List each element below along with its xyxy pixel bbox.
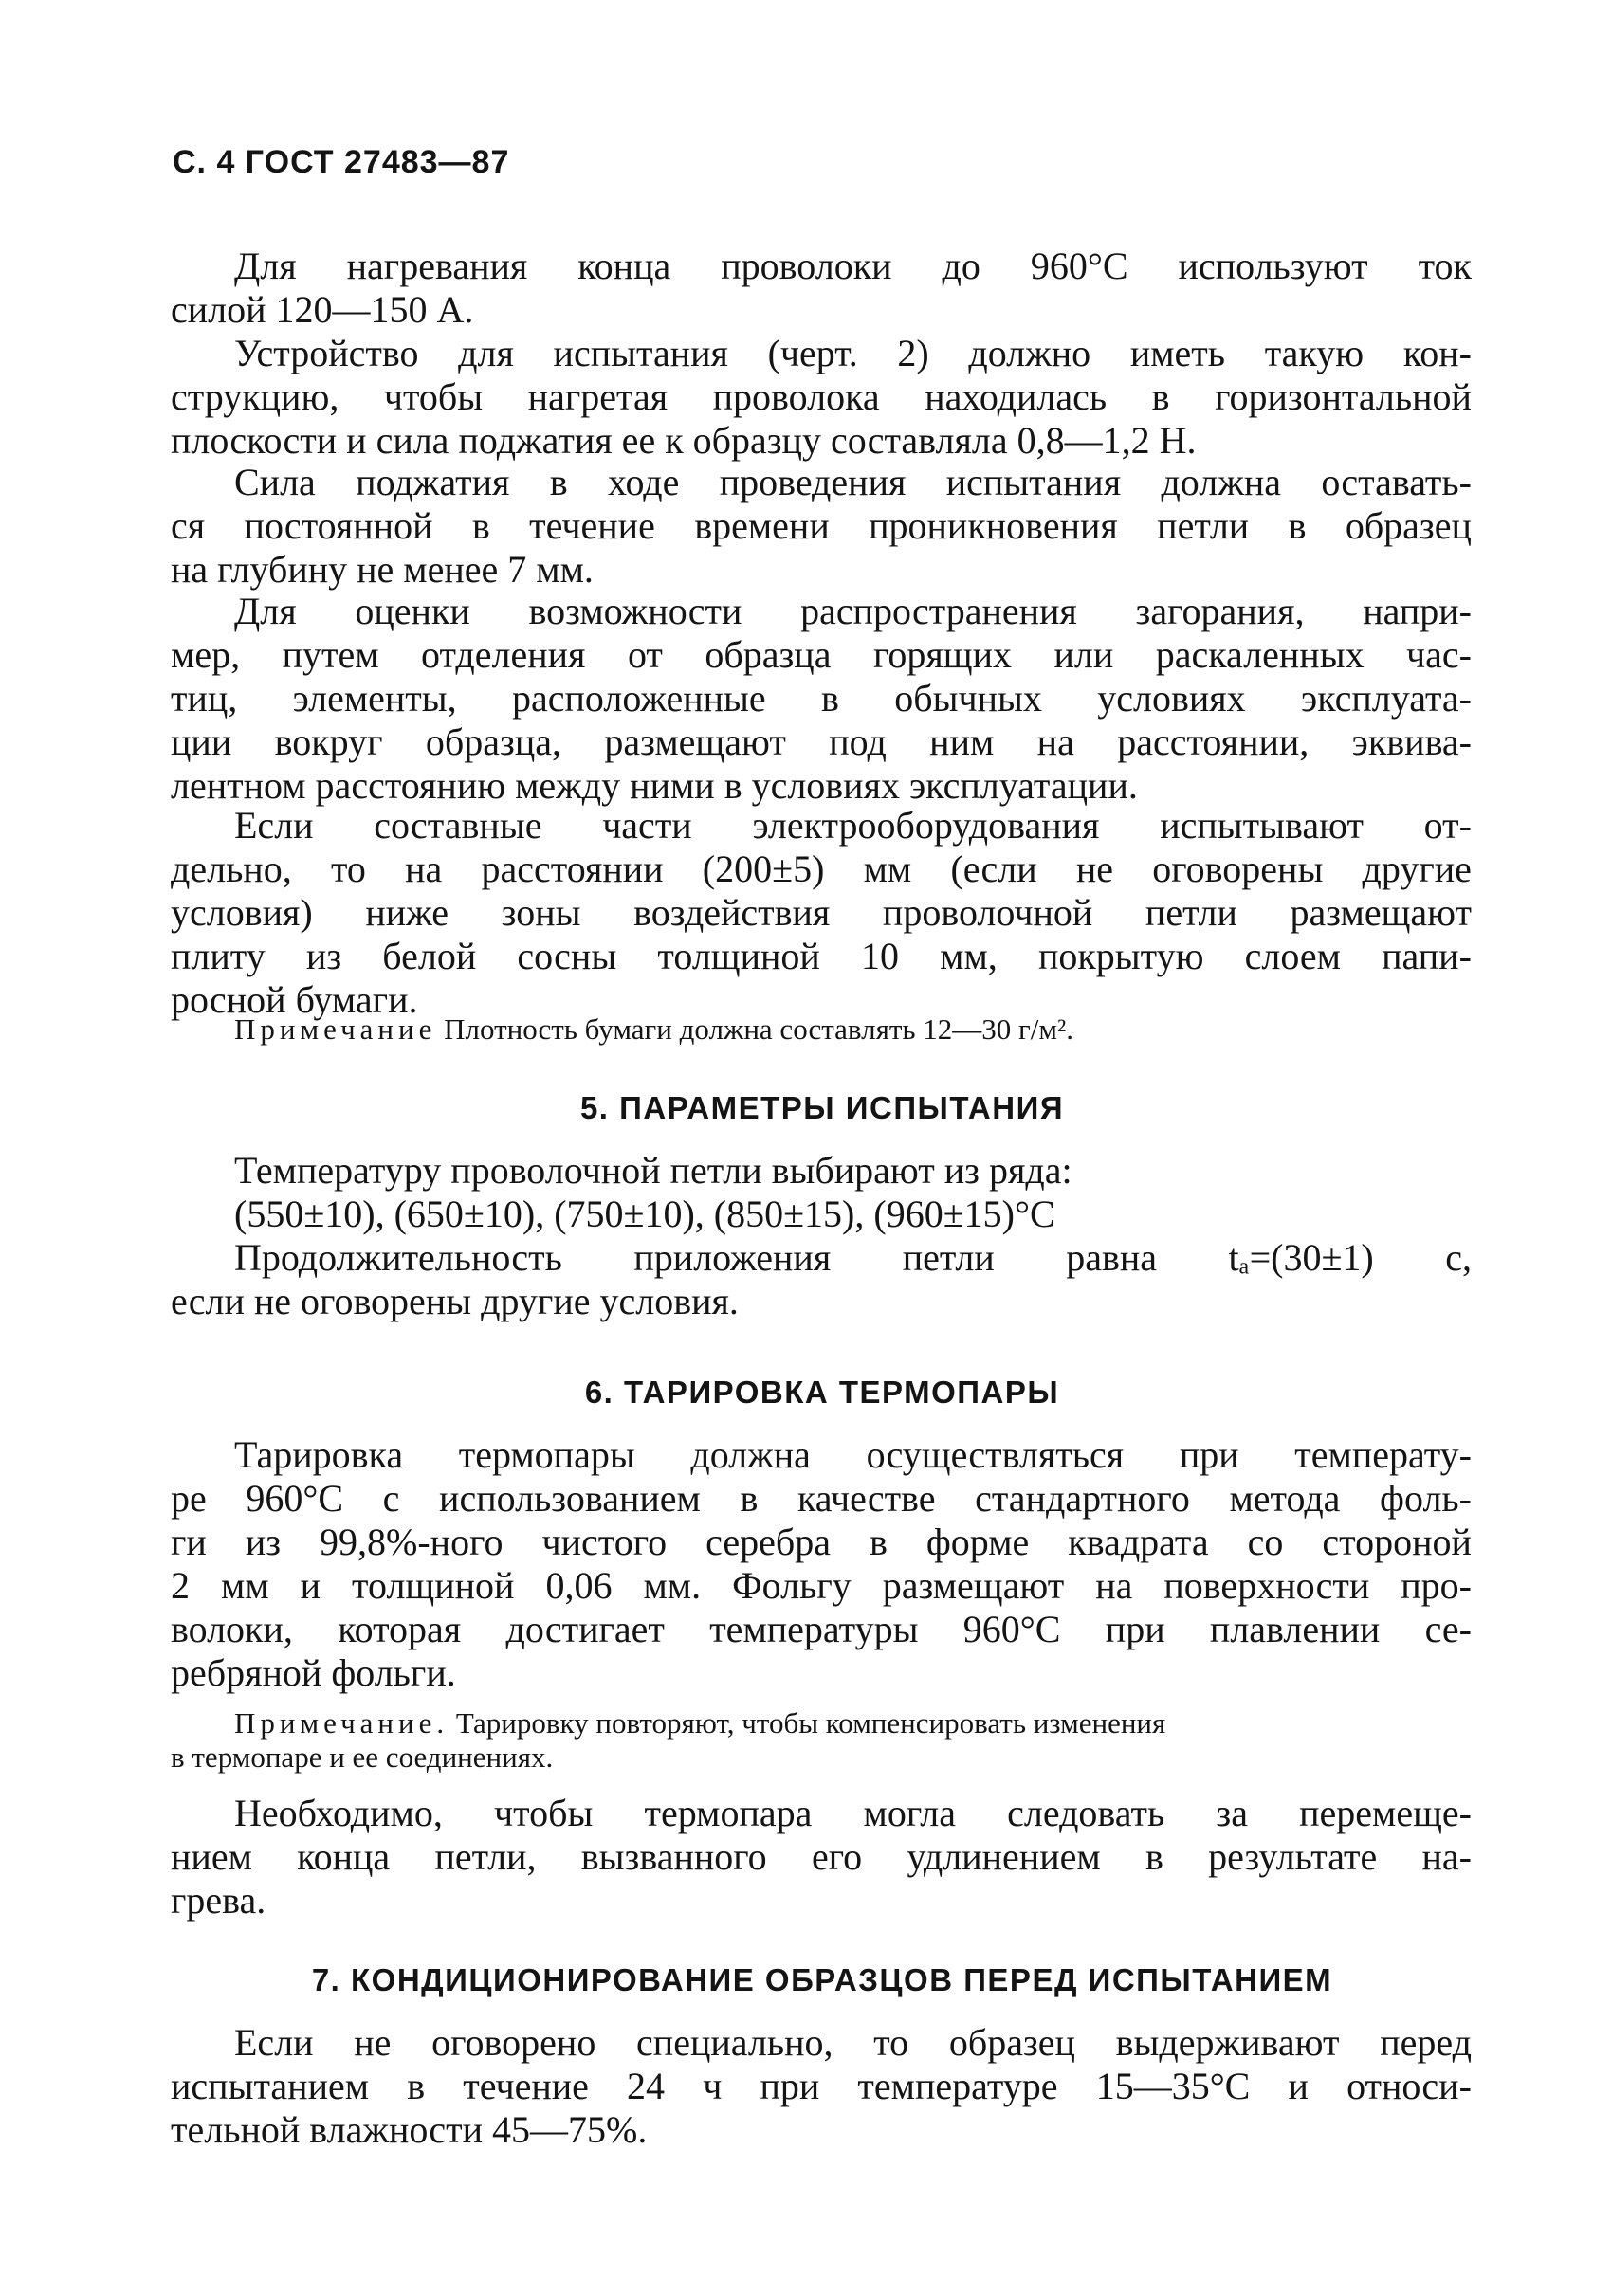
text-line: на глубину не менее 7 мм.: [171, 548, 594, 591]
text-line: 2 мм и толщиной 0,06 мм. Фольгу размещают на поверхности про-: [171, 1564, 1472, 1607]
paragraph-device: [171, 332, 1472, 463]
text-line: Сила поджатия в ходе проведения испытания должна оставать-: [234, 461, 1472, 503]
text-line: если не оговорены другие условия.: [171, 1280, 739, 1322]
note-label: Примечание: [234, 1012, 437, 1046]
text-line: плоскости и сила поджатия ее к образцу составляла 0,8—1,2 Н.: [171, 419, 1197, 462]
text-line: Если составные части электрооборудования испытывают от-: [234, 804, 1472, 847]
text-line: Для оценки возможности распространения загорания, напри-: [234, 590, 1472, 632]
text-line: Необходимо, чтобы термопара могла следовать за перемеще-: [234, 1792, 1472, 1834]
text-line: струкцию, чтобы нагретая проволока находилась в горизонтальной: [171, 375, 1472, 418]
text-line: силой 120—150 А.: [171, 288, 474, 331]
paragraph-components: [171, 804, 1472, 1022]
text-line: лентном расстоянию между ними в условиях эксплуатации.: [171, 764, 1138, 807]
text-line: тиц, элементы, расположенные в обычных условиях эксплуата-: [171, 677, 1472, 720]
text-line: дельно, то на расстоянии (200±5) мм (если не оговорены другие: [171, 847, 1472, 890]
note-paper-density: [234, 1012, 1472, 1047]
page-header: С. 4 ГОСТ 27483—87: [173, 144, 510, 180]
text-line: ся постоянной в течение времени проникновения петли в образец: [171, 504, 1472, 547]
paragraph-ignition: [171, 590, 1472, 808]
section-7-title: 7. КОНДИЦИОНИРОВАНИЕ ОБРАЗЦОВ ПЕРЕД ИСПЫТАНИЕМ: [311, 1962, 1333, 1997]
text-line: Продолжительность приложения петли равна tₐ=(30±1) с,: [234, 1236, 1472, 1279]
text-line: условия) ниже зоны воздействия проволочной петли размещают: [171, 891, 1472, 934]
section-5-body: [171, 1149, 1472, 1323]
section-6-body-2: [171, 1792, 1472, 1922]
text-line: ции вокруг образца, размещают под ним на расстоянии, эквива-: [171, 720, 1472, 763]
text-line: испытанием в течение 24 ч при температуре 15—35°С и относи-: [171, 2065, 1472, 2107]
note-text: Плотность бумаги должна составлять 12—30 г/м².: [436, 1012, 1074, 1046]
text-line: грева.: [171, 1879, 266, 1922]
section-5-title: 5. ПАРАМЕТРЫ ИСПЫТАНИЯ: [579, 1090, 1065, 1125]
text-line: мер, путем отделения от образца горящих или раскаленных час-: [171, 633, 1472, 676]
note-calibration: [171, 1706, 1472, 1775]
note-text: в термопаре и ее соединениях.: [171, 1740, 554, 1774]
paragraph-current: [171, 245, 1472, 332]
text-line: ги из 99,8%-ного чистого серебра в форме квадрата со стороной: [171, 1521, 1472, 1563]
section-7-body: [171, 2021, 1472, 2152]
text-line: волоки, которая достигает температуры 960°С при плавлении се-: [171, 1608, 1472, 1650]
text-line: нием конца петли, вызванного его удлинением в результате на-: [171, 1835, 1472, 1878]
text-line: росной бумаги.: [171, 978, 418, 1021]
section-6-body: [171, 1433, 1472, 1695]
text-line: тельной влажности 45—75%.: [171, 2108, 648, 2151]
text-line: плиту из белой сосны толщиной 10 мм, покрытую слоем папи-: [171, 935, 1472, 977]
paragraph-force: [171, 461, 1472, 592]
text-line: Тарировка термопары должна осуществляться при температу-: [234, 1433, 1472, 1476]
section-6-title: 6. ТАРИРОВКА ТЕРМОПАРЫ: [584, 1375, 1060, 1410]
text-line: (550±10), (650±10), (750±10), (850±15), (960±15)°С: [234, 1193, 1055, 1235]
text-line: ре 960°С с использованием в качестве стандартного метода фоль-: [171, 1477, 1472, 1520]
text-line: ребряной фольги.: [171, 1651, 456, 1694]
note-text: Тарировку повторяют, чтобы компенсировать изменения: [449, 1706, 1166, 1740]
text-line: Для нагревания конца проволоки до 960°С используют ток: [234, 245, 1472, 287]
text-line: Если не оговорено специально, то образец выдерживают перед: [234, 2021, 1472, 2064]
text-line: Температуру проволочной петли выбирают из ряда:: [234, 1149, 1072, 1192]
note-label: Примечание.: [234, 1706, 449, 1740]
text-line: Устройство для испытания (черт. 2) должно иметь такую кон-: [234, 332, 1472, 374]
